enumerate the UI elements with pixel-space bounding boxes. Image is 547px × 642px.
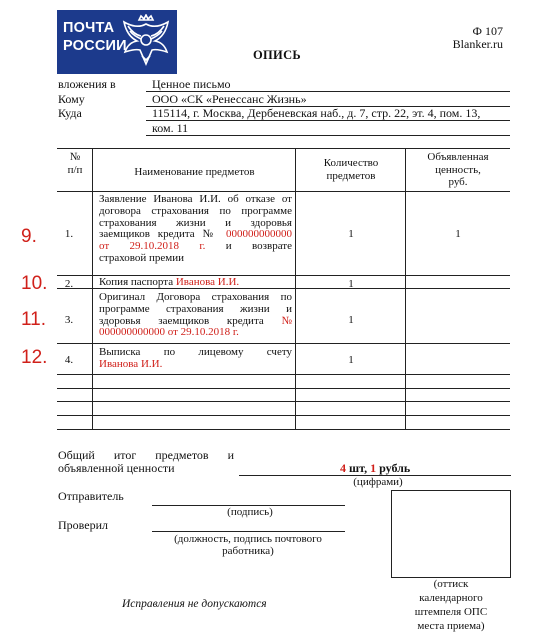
header-value-line-3: руб. bbox=[448, 176, 468, 188]
row-1-contract-number: 000000000000 bbox=[226, 228, 292, 241]
row-1-line-4: заемщиков кредита № 000000000000 bbox=[99, 228, 292, 241]
corrections-note: Исправления не допускаются bbox=[122, 598, 267, 610]
form-number: Ф 107 bbox=[472, 24, 503, 38]
row-num: 3. bbox=[64, 314, 74, 326]
header-qty-line-2: предметов bbox=[326, 169, 376, 182]
row-4-description bbox=[99, 347, 292, 371]
row-2-text: Копия паспорта bbox=[99, 276, 176, 288]
row-value: 1 bbox=[455, 228, 461, 240]
where-label: Куда bbox=[58, 106, 82, 120]
row-4-line-1: Выписка по лицевому счету bbox=[99, 346, 292, 358]
total-label-line-1: Общий итог предметов и bbox=[58, 448, 234, 462]
position-caption-line-1: (должность, подпись почтового bbox=[174, 533, 322, 545]
total-sum: 1 bbox=[370, 461, 377, 475]
row-3-line-4: 000000000000 от 29.10.2018 г. bbox=[99, 326, 239, 339]
stamp-caption-line-3: штемпеля ОПС bbox=[414, 606, 488, 618]
logo-wordmark bbox=[63, 19, 127, 55]
row-1-description bbox=[99, 194, 292, 265]
logo-line-1: ПОЧТА bbox=[63, 20, 115, 36]
to-label: Кому bbox=[58, 92, 85, 106]
inventory-table-grid bbox=[57, 148, 510, 430]
row-2-description bbox=[99, 277, 292, 289]
header-value-line-2: ценность, bbox=[435, 163, 481, 176]
logo-line-2: РОССИИ bbox=[63, 38, 127, 54]
row-marker: 9. bbox=[21, 226, 37, 247]
position-caption bbox=[160, 533, 336, 557]
attachment-value: Ценное письмо bbox=[152, 77, 231, 91]
stamp-caption-line-1: (оттиск bbox=[433, 578, 469, 590]
row-qty: 1 bbox=[348, 354, 354, 366]
row-marker: 11. bbox=[21, 309, 47, 330]
row-qty: 1 bbox=[348, 278, 354, 290]
header-name: Наименование предметов bbox=[134, 166, 255, 178]
site-name: Blanker.ru bbox=[452, 37, 503, 51]
pochta-rossii-logo bbox=[57, 10, 177, 74]
where-line-1: 115114, г. Москва, Дербеневская наб., д. 7, стр. 22, эт. 4, пом. 13, bbox=[152, 106, 481, 120]
row-1-line-5: от 29.10.2018 г. и возврате bbox=[99, 240, 292, 253]
header-value bbox=[406, 151, 510, 189]
row-marker: 10. bbox=[21, 273, 48, 294]
to-value: ООО «СК «Ренессанс Жизнь» bbox=[152, 92, 307, 106]
stamp-caption bbox=[395, 577, 507, 633]
header-num-line-2: п/п bbox=[67, 163, 83, 176]
row-2-name: Иванова И.И. bbox=[175, 276, 240, 288]
row-3-line-1: Оригинал Договора страхования по bbox=[99, 291, 292, 303]
row-1-line-2: договора страхования по программе bbox=[99, 204, 292, 217]
where-line-2: ком. 11 bbox=[152, 121, 189, 135]
row-3-description bbox=[99, 292, 292, 339]
total-qty-unit: шт, bbox=[346, 461, 371, 475]
checked-signature-line bbox=[152, 531, 345, 532]
position-caption-line-2: работника) bbox=[222, 545, 274, 557]
row-1-line-6: страховой премии bbox=[99, 251, 185, 264]
checked-label: Проверил bbox=[58, 518, 108, 532]
eagle-emblem-icon bbox=[119, 14, 173, 70]
digits-caption: (цифрами) bbox=[353, 476, 403, 488]
total-qty: 4 bbox=[340, 461, 346, 475]
where-underline-1 bbox=[146, 120, 510, 121]
row-qty: 1 bbox=[348, 228, 354, 240]
total-label-line-2: объявленной ценности bbox=[58, 461, 175, 475]
row-1-contract-date: от 29.10.2018 г. bbox=[99, 240, 206, 253]
stamp-caption-line-2: календарного bbox=[419, 592, 483, 604]
total-value bbox=[340, 461, 410, 476]
row-num: 1. bbox=[64, 228, 74, 240]
signature-caption: (подпись) bbox=[227, 506, 273, 518]
header-qty bbox=[296, 157, 406, 182]
row-qty: 1 bbox=[348, 314, 354, 326]
header-qty-line-1: Количество bbox=[323, 157, 379, 169]
header-num bbox=[57, 151, 93, 176]
row-3-line-2: программе страхования жизни и bbox=[99, 302, 292, 315]
row-3-line-3: здоровья заемщиков кредита № bbox=[99, 314, 292, 327]
row-1-line-1: Заявление Иванова И.И. об отказе от bbox=[99, 193, 292, 205]
row-marker: 12. bbox=[21, 347, 48, 368]
stamp-box bbox=[391, 490, 511, 578]
row-num: 2. bbox=[64, 278, 74, 290]
header-num-line-1: № bbox=[69, 151, 81, 163]
document-title: ОПИСЬ bbox=[253, 48, 301, 62]
stamp-caption-line-4: места приема) bbox=[417, 620, 485, 632]
total-sum-unit: рубль bbox=[376, 461, 411, 475]
where-underline-2 bbox=[146, 135, 510, 136]
sender-label: Отправитель bbox=[58, 489, 124, 503]
row-num: 4. bbox=[64, 354, 74, 366]
header-value-line-1: Объявленная bbox=[427, 151, 489, 163]
row-4-line-2: Иванова И.И. bbox=[99, 357, 163, 370]
attachment-label: вложения в bbox=[58, 77, 116, 91]
row-1-line-3: страхования жизни и здоровья bbox=[99, 216, 292, 229]
